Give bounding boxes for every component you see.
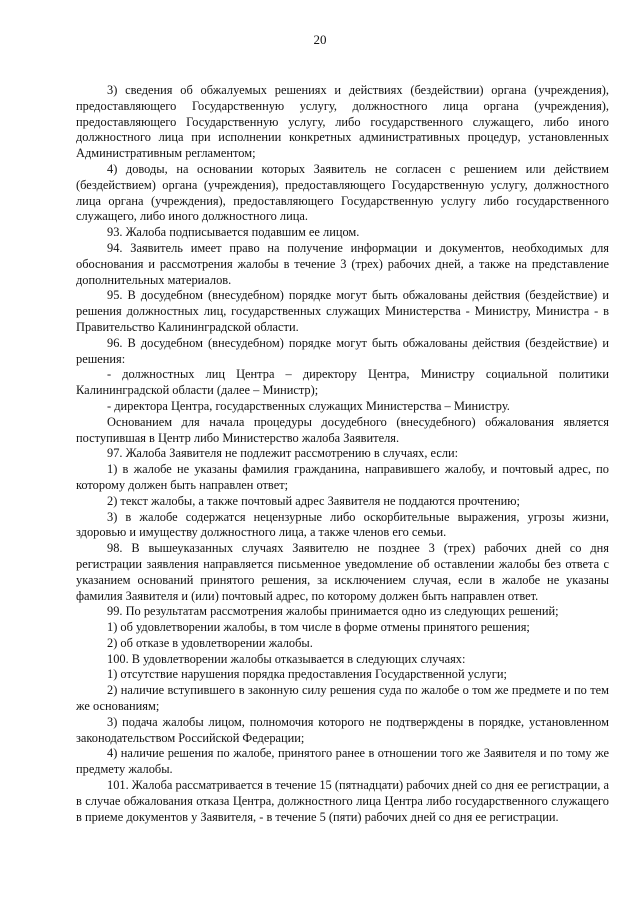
paragraph-97-item-2: 2) текст жалобы, а также почтовый адрес Заявителя не поддаются прочтению; bbox=[107, 493, 520, 508]
paragraph-96: 96. В досудебном (внесудебном) порядке могут быть обжалованы действия (бездействие) и решения: bbox=[76, 335, 609, 366]
paragraph-101: 101. Жалоба рассматривается в течение 15 (пятнадцати) рабочих дней со дня ее регистрации, а в случае обжалования отказа Центра, должностного лица Центра либо государственного служащего в приеме документов у Заявителя, - в течение 5 (пяти) рабочих дней со дня ее регистрации. bbox=[76, 778, 609, 824]
paragraph-99-item-2: 2) об отказе в удовлетворении жалобы. bbox=[107, 635, 313, 650]
paragraph-96-dash-1: - должностных лиц Центра – директору Центра, Министру социальной политики Калининградской области (далее – Министр); bbox=[76, 367, 609, 398]
paragraph-93: 93. Жалоба подписывается подавшим ее лицом. bbox=[107, 225, 360, 240]
page-number: 20 bbox=[313, 32, 327, 47]
paragraph-95: 95. В досудебном (внесудебном) порядке могут быть обжалованы действия (бездействие) и решения должностных лиц, государственных служащих Министерства - Министру, Министра - в Правительство Калининградской области. bbox=[76, 288, 609, 334]
paragraph-99: 99. По результатам рассмотрения жалобы принимается одно из следующих решений; bbox=[107, 604, 559, 619]
paragraph-97: 97. Жалоба Заявителя не подлежит рассмотрению в случаях, если: bbox=[107, 446, 459, 461]
paragraph-97-item-1: 1) в жалобе не указаны фамилия гражданина, направившего жалобу, и почтовый адрес, по которому должен быть направлен ответ; bbox=[76, 462, 609, 492]
paragraph-item-3: 3) сведения об обжалуемых решениях и действиях (бездействии) органа (учреждения), предоставляющего Государственную услугу, должностного лица органа (учреждения), предоставляющего Государственную услугу, либо государственного служащего, либо иного должностного лица при исполнении конкретных административных процедур, установленных Административным регламентом; bbox=[76, 83, 609, 161]
paragraph-98: 98. В вышеуказанных случаях Заявителю не позднее 3 (трех) рабочих дней со дня регистрации заявления направляется письменное уведомление об оставлении жалобы без ответа с указанием оснований принятого решения, за исключением случая, если в жалобе не указаны фамилия Заявителя и (или) почтовый адрес, по которому должен быть направлен ответ. bbox=[76, 541, 609, 603]
paragraph-97-item-3: 3) в жалобе содержатся нецензурные либо оскорбительные выражения, угрозы жизни, здоровью и имуществу должностного лица, а также членов его семьи. bbox=[76, 509, 609, 540]
document-body bbox=[76, 83, 609, 825]
paragraph-100: 100. В удовлетворении жалобы отказывается в следующих случаях: bbox=[107, 651, 466, 666]
paragraph-100-item-4: 4) наличие решения по жалобе, принятого ранее в отношении того же Заявителя и по тому же предмету жалобы. bbox=[76, 746, 609, 777]
paragraph-99-item-1: 1) об удовлетворении жалобы, в том числе в форме отмены принятого решения; bbox=[107, 620, 530, 635]
paragraph-100-item-3: 3) подача жалобы лицом, полномочия которого не подтверждены в порядке, установленном законодательством Российской Федерации; bbox=[76, 714, 609, 745]
paragraph-100-item-2: 2) наличие вступившего в законную силу решения суда по жалобе о том же предмете и по тем же основаниям; bbox=[76, 683, 609, 714]
paragraph-100-item-1: 1) отсутствие нарушения порядка предоставления Государственной услуги; bbox=[107, 667, 507, 682]
paragraph-grounds: Основанием для начала процедуры досудебного (внесудебного) обжалования является поступившая в Центр либо Министерство жалоба Заявителя. bbox=[76, 414, 609, 445]
paragraph-94: 94. Заявитель имеет право на получение информации и документов, необходимых для обоснования и рассмотрения жалобы в течение 3 (трех) рабочих дней, а также на представление дополнительных материалов. bbox=[76, 240, 609, 287]
paragraph-96-dash-2: - директора Центра, государственных служащих Министерства – Министру. bbox=[107, 398, 510, 413]
paragraph-item-4: 4) доводы, на основании которых Заявитель не согласен с решением или действием (бездействием) органа (учреждения), предоставляющего Государственную услугу, должностного лица органа (учреждения), предоставляющего Государственную услугу либо государственного служащего, либо иного должностного лица. bbox=[76, 161, 609, 224]
